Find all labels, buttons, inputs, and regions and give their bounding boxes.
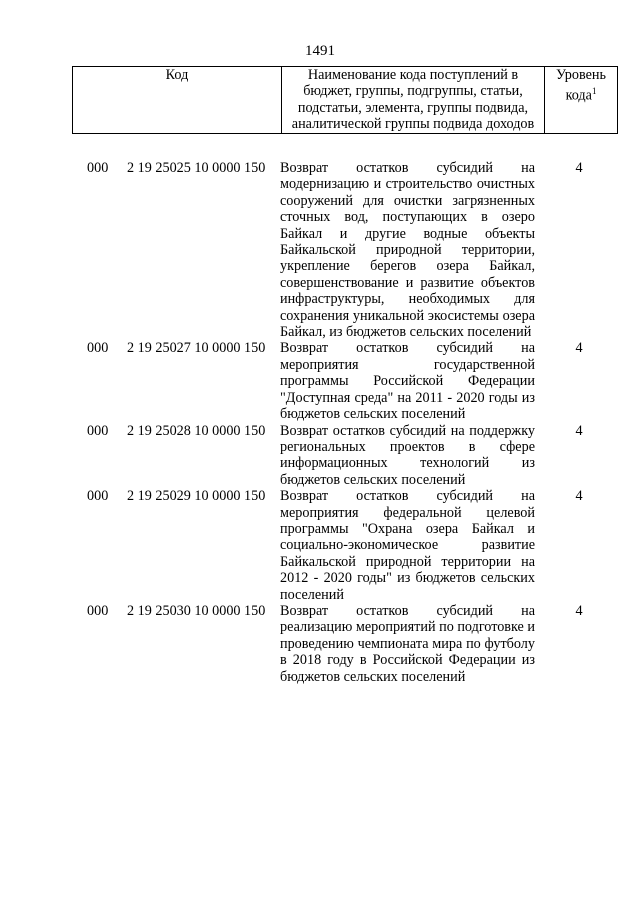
- income-code: 2 19 25025 10 0000 150: [127, 160, 266, 176]
- column-header-level: [545, 67, 618, 134]
- page-number: 1491: [305, 43, 335, 59]
- table-row: [0, 160, 640, 340]
- income-code: 2 19 25027 10 0000 150: [127, 340, 266, 357]
- income-code: 2 19 25030 10 0000 150: [127, 602, 266, 619]
- code-level: 4: [575, 160, 583, 176]
- code-level: 4: [575, 602, 583, 619]
- column-header-level-text: Уровень кода: [556, 67, 606, 105]
- code-level: 4: [575, 488, 583, 505]
- admin-code: 000: [87, 340, 109, 357]
- income-name: Возврат остатков субсидий на модернизацию и строительство очистных сооружений для очистки загрязненных сточных вод, поступающих в озеро Байкал и другие водные объекты Байкальской природной территории, укрепление берегов озера Байкал, совершенствование и развитие объектов инфраструктуры, необходимых для сохранения уникальной экосистемы озера Байкал, из бюджетов сельских поселений: [280, 160, 535, 341]
- income-code: 2 19 25028 10 0000 150: [127, 422, 266, 439]
- income-code: 2 19 25029 10 0000 150: [127, 488, 266, 505]
- admin-code: 000: [87, 160, 109, 176]
- table-body: [0, 160, 640, 685]
- column-header-code: Код: [73, 67, 282, 134]
- income-name: Возврат остатков субсидий на поддержку региональных проектов в сфере информационных технологий из бюджетов сельских поселений: [280, 422, 535, 488]
- table-row: [0, 423, 640, 489]
- table-row: [0, 603, 640, 685]
- table-row: [0, 488, 640, 603]
- admin-code: 000: [87, 602, 109, 619]
- income-name: Возврат остатков субсидий на мероприятия федеральной целевой программы "Охрана озера Байкал и социально-экономическое развитие Байкальской природной территории на 2012 - 2020 годы" из бюджетов сельских поселений: [280, 488, 535, 603]
- code-level: 4: [575, 340, 583, 357]
- column-header-name: Наименование кода поступлений в бюджет, группы, подгруппы, статьи, подстатьи, элемента, группы подвида, аналитической группы подвида доходов: [282, 67, 545, 134]
- admin-code: 000: [87, 422, 109, 439]
- admin-code: 000: [87, 488, 109, 505]
- footnote-marker: 1: [591, 86, 597, 97]
- income-name: Возврат остатков субсидий на мероприятия государственной программы Российской Федерации "Доступная среда" на 2011 - 2020 годы из бюджетов сельских поселений: [280, 340, 535, 423]
- code-level: 4: [575, 422, 583, 439]
- table-header: [72, 66, 618, 134]
- income-name: Возврат остатков субсидий на реализацию мероприятий по подготовке и проведению чемпионата мира по футболу в 2018 году в Российской Федерации из бюджетов сельских поселений: [280, 602, 535, 685]
- table-row: [0, 340, 640, 422]
